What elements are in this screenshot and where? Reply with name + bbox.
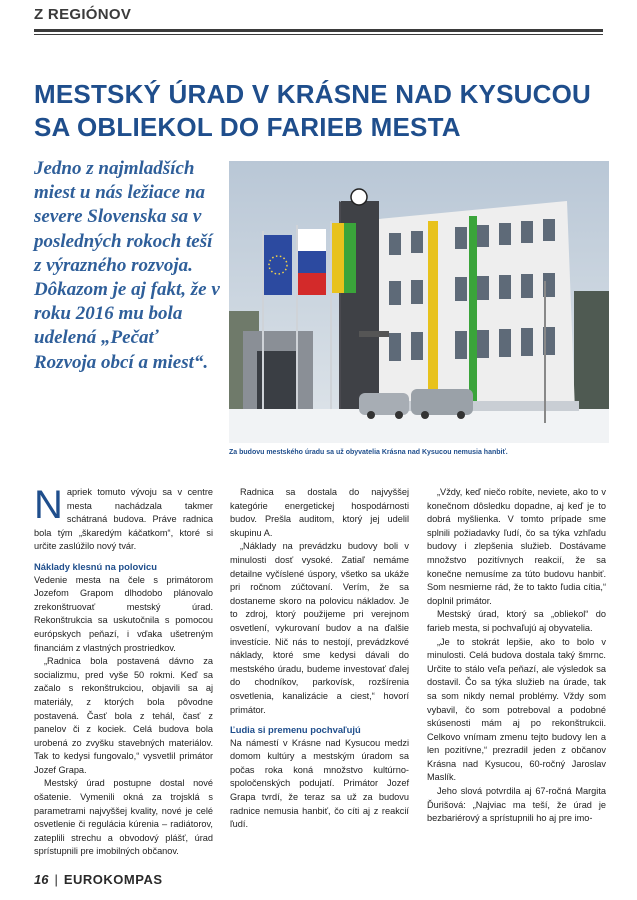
article-paragraph: „Radnica bola postavená dávno za socializmu, pred vyše 50 rokmi. Keď sa začalo s rekonštrukciou, objavili sa aj materiály, z ktorých bola pôvodne postavená. Časť bola z tehál, časť z panelov či z kociek. Celá budova bola urobená zo zvyšku stavebných materiálov. Tak to kedysi fungovalo,“ vysvetlil primátor Jozef Grapa.	[34, 656, 213, 775]
article-subheading: Ľudia si premenu pochvaľujú	[230, 724, 361, 736]
header-rule-thick	[34, 29, 603, 32]
article-paragraph: Jeho slová potvrdila aj 67-ročná Margita Ďurišová: „Najviac ma teší, že úrad je bezbariérový a sprístupnili ho aj pre imo-	[427, 786, 606, 824]
article-paragraph: Radnica sa dostala do najvyššej kategórie energetickej hospodárnosti budov. Prešla auditom, ktorý jej udelil skupinu A.	[230, 487, 409, 538]
article-paragraph: Mestský úrad postupne dostal nové ošatenie. Vymenili okná za trojsklá s parametrami najvyššej kvality, nové je celé osvetlenie či regulácia kúrenia – radiátorov, zateplili strechu a obvodový plášť, úrad sprístupnili pre imobilných občanov.	[34, 778, 213, 857]
article-column-3	[427, 486, 606, 826]
article-paragraph: Mestský úrad, ktorý sa „obliekol“ do farieb mesta, si pochvaľujú aj obyvatelia.	[427, 609, 606, 633]
article-paragraph: Vedenie mesta na čele s primátorom Jozefom Grapom dlhodobo plánovalo zrekonštruovať mestský úrad. Rekonštrukcia sa uskutočnila s pomocou európskych peňazí, i vďaka ušetreným financiám z vlastných prostriedkov.	[34, 574, 213, 653]
article-subheading: Náklady klesnú na polovicu	[34, 560, 157, 572]
section-label: Z REGIÓNOV	[34, 6, 132, 23]
photo-caption: Za budovu mestského úradu sa už obyvatelia Krásna nad Kysucou nemusia hanbiť.	[229, 449, 508, 456]
footer-separator: |	[54, 872, 58, 887]
article-paragraph: „Vždy, keď niečo robíte, neviete, ako to v konečnom dôsledku dopadne, aj keď je to dobrá myšlienka. V tomto prípade sme splnili požiadavky ľudí, čo sa týka vzhľadu budovy i zlepšenia služieb. Dostávame množstvo pozitívnych reakcií, že sa konečne nemusíme za túto budovu hanbiť. Som nesmierne rád, že to takto ľudia cítia,“ doplnil primátor.	[427, 487, 606, 606]
article-paragraph: „Náklady na prevádzku budovy boli v minulosti dosť vysoké. Zatiaľ nemáme detailne vyčíslené úspory, všetko sa ukáže pri ročnom zúčtovaní. Verím, že sa dostaneme skoro na polovicu nákladov. Je to zdroj, ktorý použijeme pri verejnom osvetlení, vykurovaní budov a na ďalšie investície. Nič nás to nestojí, prevádzkové náklady, ktoré sme kedysi dávali do mestského úradu, budeme investovať ďalej do chodníkov, parkovísk, rozšírenia osvetlenia, kanalizácie a ciest,“ hovorí primátor.	[230, 541, 409, 715]
page-number: 16	[34, 872, 49, 887]
article-paragraph: Na námestí v Krásne nad Kysucou medzi domom kultúry a mestským úradom sa počas roka koná množstvo kultúrno-spoločenských podujatí. Primátor Jozef Grapa tvrdí, že teraz sa už za budovu radnice nemusia hanbiť, čo cíti aj z reakcií ľudí.	[230, 737, 409, 830]
article-lead: Jedno z najmladších miest u nás ležiace na severe Slovenska sa v posledných rokoch teší z výrazného rozvoja. Dôkazom je aj fakt, že v roku 2016 mu bola udelená „Pečať Rozvoja obcí a miest“.	[34, 158, 220, 373]
article-headline: MESTSKÝ ÚRAD V KRÁSNE NAD KYSUCOU SA OBLIEKOL DO FARIEB MESTA	[34, 79, 591, 142]
header-rule-thin	[34, 34, 603, 35]
article-column-1	[34, 483, 213, 859]
magazine-name: EUROKOMPAS	[63, 872, 163, 887]
article-column-2	[230, 486, 409, 832]
article-paragraph: apriek tomuto vývoju sa v centre mesta nachádzala takmer schátraná budova. Práve radnica bola tým „škaredým káčatkom“, ktoré si určite zaslúžilo nový tvár.	[34, 487, 213, 552]
municipal-building-photo	[229, 161, 609, 443]
article-paragraph: „Je to stokrát lepšie, ako to bolo v minulosti. Celá budova dostala taký šmrnc. Určite to stálo veľa peňazí, ale výsledok sa dostavil. Čo sa týka služieb na úrade, tak sa som nikdy nemal problémy. Vždy som vybavil, čo som potreboval a podobné skúsenosti mám aj po rekonštrukcii. Celkovo vnímam zmenu tejto budovy len a len pozitívne,“ prezradil jeden z občanov Krásna nad Kysucou, 60-ročný Jaroslav Maslík.	[427, 636, 606, 783]
article-photo	[229, 161, 609, 443]
drop-cap: N	[34, 483, 63, 527]
page-footer	[34, 872, 163, 887]
